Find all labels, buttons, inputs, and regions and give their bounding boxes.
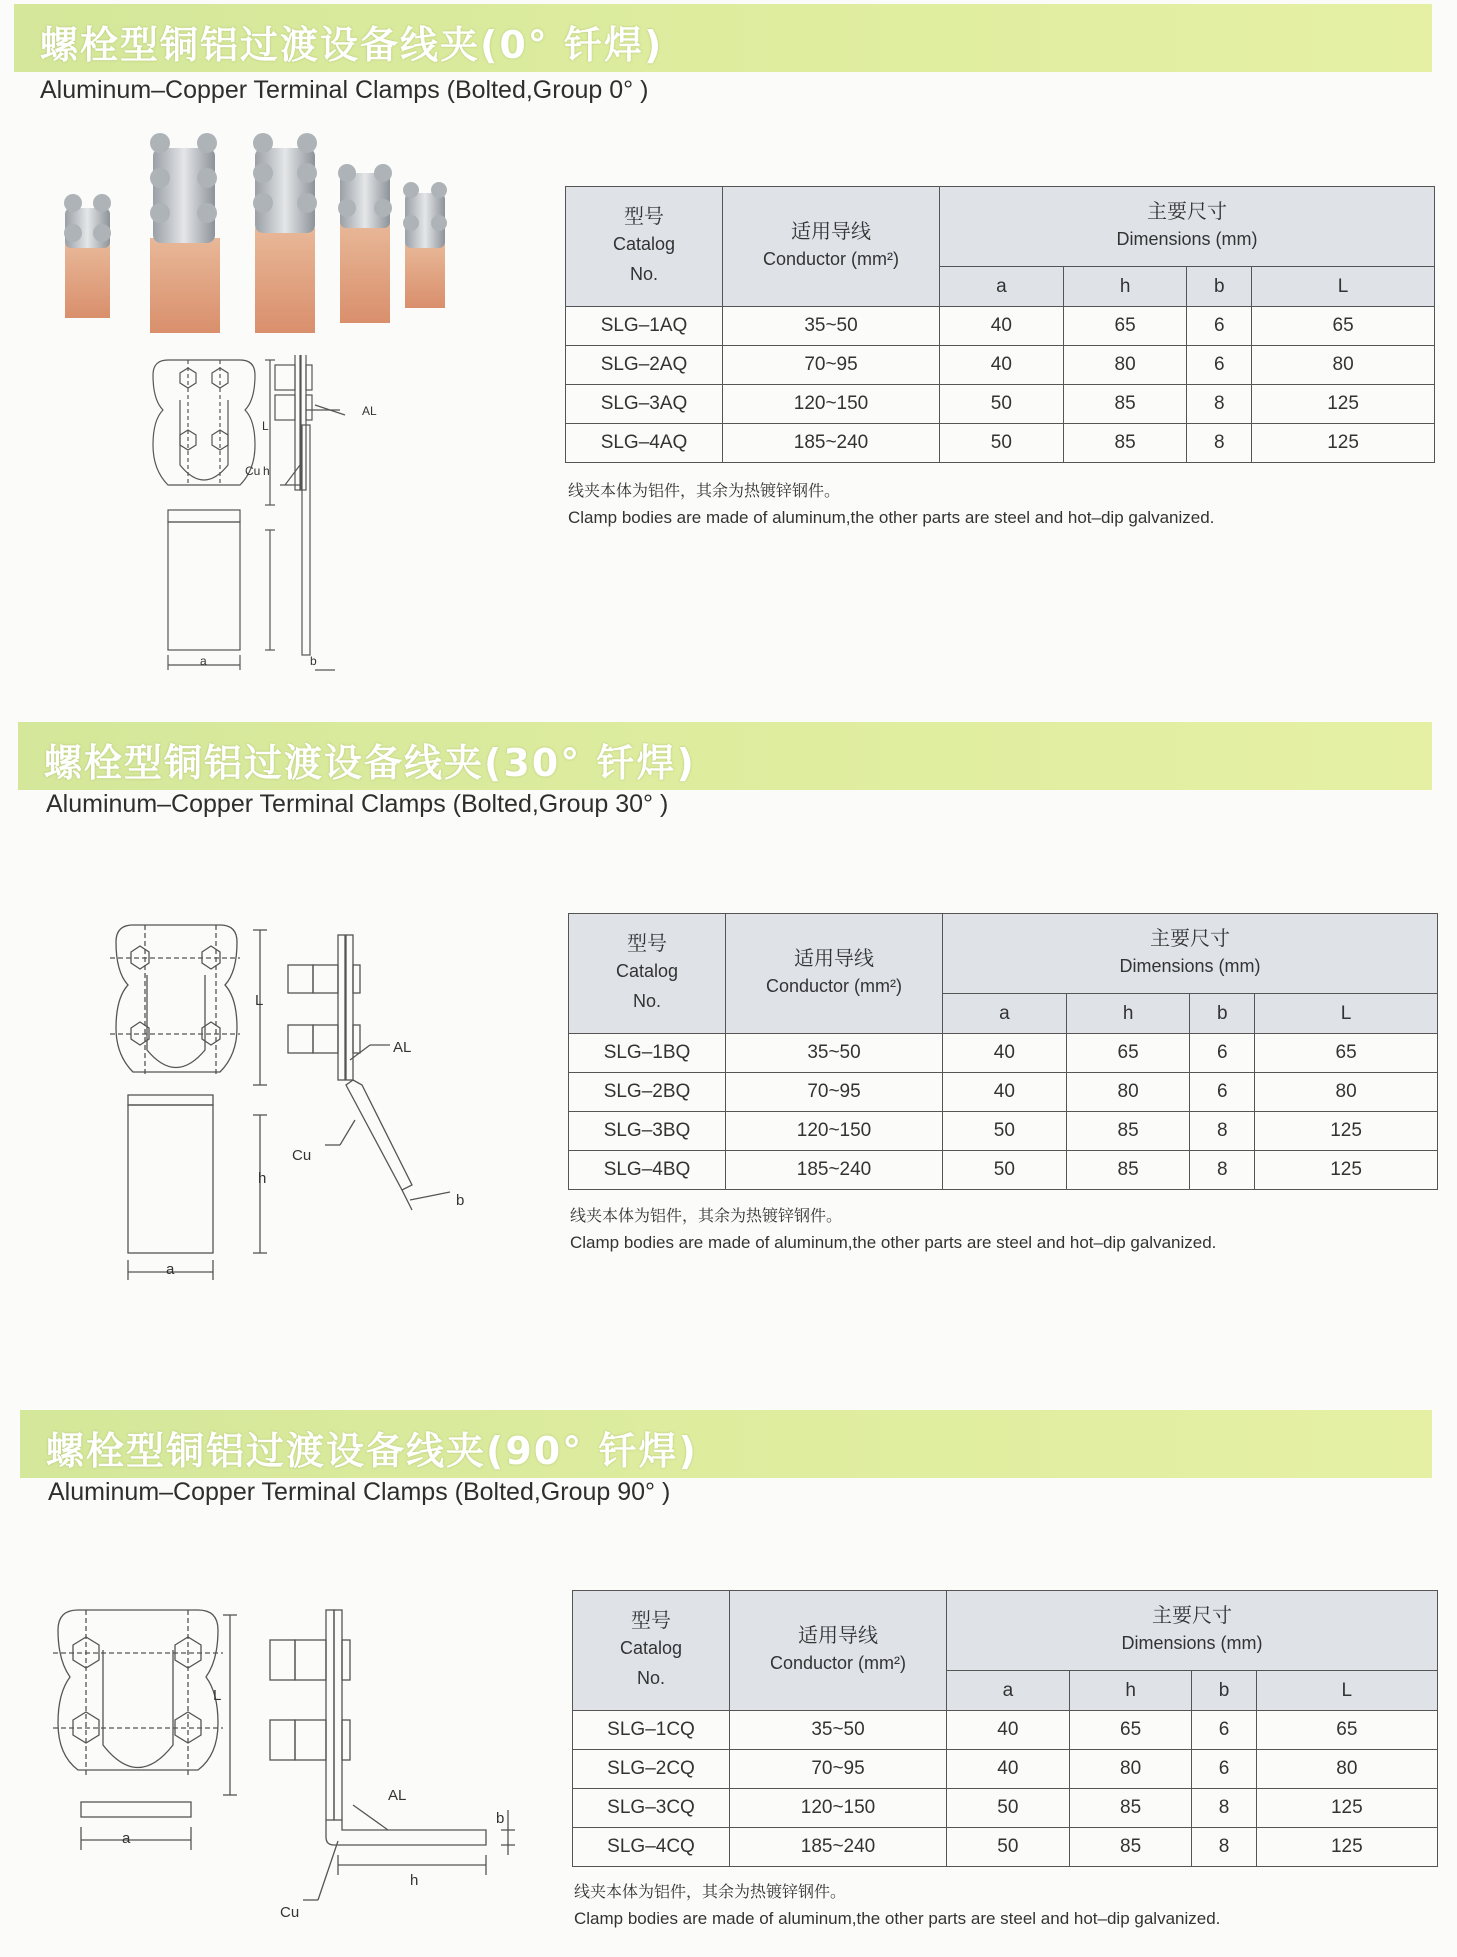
label-b: b bbox=[496, 1810, 505, 1827]
label-AL: AL bbox=[393, 1039, 412, 1056]
col-dimensions: 主要尺寸 Dimensions (mm) bbox=[940, 187, 1435, 267]
col-L: L bbox=[1256, 1671, 1437, 1711]
spec-table bbox=[572, 1590, 1438, 1867]
col-a: a bbox=[947, 1671, 1070, 1711]
section-subtitle: Aluminum–Copper Terminal Clamps (Bolted,Group 0° ) bbox=[40, 76, 649, 104]
col-b: b bbox=[1190, 994, 1255, 1034]
label-AL: AL bbox=[388, 1787, 407, 1804]
note-en: Clamp bodies are made of aluminum,the other parts are steel and hot–dip galvanized. bbox=[568, 508, 1215, 527]
col-L: L bbox=[1252, 267, 1435, 307]
table-row: SLG–2AQ 70~95 40 80 6 80 bbox=[566, 346, 1435, 385]
section-title: 螺栓型铜铝过渡设备线夹(90° 钎焊) bbox=[46, 1429, 698, 1473]
label-a: a bbox=[200, 654, 207, 668]
col-catalog: 型号 Catalog No. bbox=[573, 1591, 730, 1711]
col-dimensions: 主要尺寸 Dimensions (mm) bbox=[947, 1591, 1438, 1671]
technical-drawing-90 bbox=[48, 1605, 518, 1945]
col-a: a bbox=[940, 267, 1064, 307]
table-row: SLG–3AQ 120~150 50 85 8 125 bbox=[566, 385, 1435, 424]
technical-drawing-0 bbox=[150, 355, 450, 675]
section-title: 螺栓型铜铝过渡设备线夹(0° 钎焊) bbox=[40, 23, 664, 67]
table-row: SLG–2CQ 70~95 40 80 6 80 bbox=[573, 1750, 1438, 1789]
label-b: b bbox=[310, 654, 317, 668]
note-zh: 线夹本体为铝件，其余为热镀锌钢件。 bbox=[574, 1882, 847, 1901]
col-a: a bbox=[943, 994, 1067, 1034]
technical-drawing-30 bbox=[110, 920, 490, 1290]
col-dimensions: 主要尺寸 Dimensions (mm) bbox=[943, 914, 1438, 994]
section-banner bbox=[20, 1410, 1432, 1478]
col-conductor: 适用导线 Conductor (mm²) bbox=[726, 914, 943, 1034]
section-title: 螺栓型铜铝过渡设备线夹(30° 钎焊) bbox=[44, 741, 696, 785]
col-b: b bbox=[1187, 267, 1252, 307]
table-row: SLG–3CQ 120~150 50 85 8 125 bbox=[573, 1789, 1438, 1828]
note-en: Clamp bodies are made of aluminum,the other parts are steel and hot–dip galvanized. bbox=[570, 1233, 1217, 1252]
col-h: h bbox=[1066, 994, 1190, 1034]
label-h: h bbox=[410, 1872, 419, 1889]
col-b: b bbox=[1192, 1671, 1256, 1711]
table-row: SLG–1AQ 35~50 40 65 6 65 bbox=[566, 307, 1435, 346]
col-catalog: 型号 Catalog No. bbox=[566, 187, 723, 307]
section-banner bbox=[14, 4, 1432, 72]
product-photo bbox=[55, 128, 495, 343]
col-h: h bbox=[1069, 1671, 1192, 1711]
col-h: h bbox=[1063, 267, 1187, 307]
table-row: SLG–2BQ 70~95 40 80 6 80 bbox=[569, 1073, 1438, 1112]
col-conductor: 适用导线 Conductor (mm²) bbox=[723, 187, 940, 307]
table-row: SLG–4CQ 185~240 50 85 8 125 bbox=[573, 1828, 1438, 1867]
section-subtitle: Aluminum–Copper Terminal Clamps (Bolted,Group 30° ) bbox=[46, 790, 669, 818]
note-en: Clamp bodies are made of aluminum,the other parts are steel and hot–dip galvanized. bbox=[574, 1909, 1221, 1928]
spec-table bbox=[568, 913, 1438, 1190]
label-Cu: Cu bbox=[292, 1147, 312, 1164]
label-AL: AL bbox=[362, 404, 377, 418]
col-conductor: 适用导线 Conductor (mm²) bbox=[730, 1591, 947, 1711]
label-a: a bbox=[122, 1830, 131, 1847]
section-banner bbox=[18, 722, 1432, 790]
col-catalog: 型号 Catalog No. bbox=[569, 914, 726, 1034]
spec-table bbox=[565, 186, 1435, 463]
table-row: SLG–1CQ 35~50 40 65 6 65 bbox=[573, 1711, 1438, 1750]
note-zh: 线夹本体为铝件，其余为热镀锌钢件。 bbox=[570, 1206, 843, 1225]
label-L: L bbox=[262, 419, 269, 433]
label-a: a bbox=[166, 1261, 175, 1278]
table-row: SLG–3BQ 120~150 50 85 8 125 bbox=[569, 1112, 1438, 1151]
material-note bbox=[570, 1202, 1216, 1256]
label-Cu: Cu bbox=[245, 464, 261, 478]
col-L: L bbox=[1255, 994, 1438, 1034]
label-h: h bbox=[263, 464, 270, 478]
label-b: b bbox=[456, 1192, 465, 1209]
material-note bbox=[574, 1878, 1220, 1932]
note-zh: 线夹本体为铝件，其余为热镀锌钢件。 bbox=[568, 481, 841, 500]
material-note bbox=[568, 477, 1214, 531]
section-subtitle: Aluminum–Copper Terminal Clamps (Bolted,Group 90° ) bbox=[48, 1478, 671, 1506]
label-L: L bbox=[213, 1687, 222, 1704]
table-row: SLG–4BQ 185~240 50 85 8 125 bbox=[569, 1151, 1438, 1190]
table-row: SLG–4AQ 185~240 50 85 8 125 bbox=[566, 424, 1435, 463]
label-L: L bbox=[255, 992, 264, 1009]
label-Cu: Cu bbox=[280, 1904, 300, 1921]
label-h: h bbox=[258, 1170, 267, 1187]
table-row: SLG–1BQ 35~50 40 65 6 65 bbox=[569, 1034, 1438, 1073]
